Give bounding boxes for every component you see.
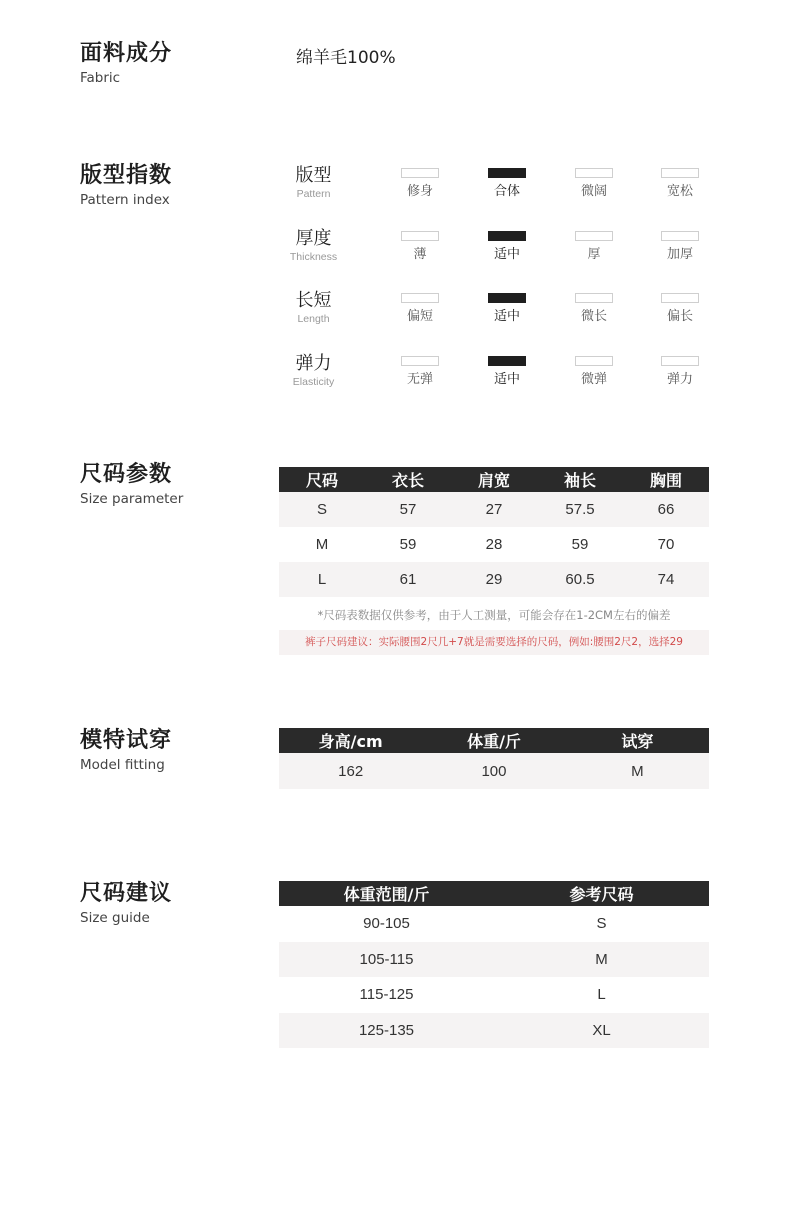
pattern-option [477,231,537,263]
pattern-option [390,231,450,263]
option-label: 厚 [587,247,601,262]
table-row [279,562,709,597]
option-label: 微弹 [580,372,607,387]
table-cell: 100 [422,753,565,789]
pattern-row-title: 长短 [295,290,332,311]
pattern-option [564,356,624,388]
table-cell: M [566,753,709,789]
option-label: 适中 [493,309,520,324]
option-label: 加厚 [666,247,693,262]
pattern-option [390,293,450,325]
table-row [279,977,709,1013]
table-cell: 70 [657,536,675,553]
pants-size-note: 裤子尺码建议：实际腰围2尺几+7就是需要选择的尺码，例如:腰围2尺2，选择29 [279,630,709,655]
fabric-subtitle: Fabric [80,70,121,86]
pattern-option [390,356,450,388]
option-label: 合体 [493,184,520,199]
pattern-option [477,356,537,388]
pattern-option [390,168,450,200]
pattern-option [564,168,624,200]
table-cell: 125-135 [279,1013,494,1049]
pattern-option [564,231,624,263]
table-header-row [279,728,709,753]
pattern-row-label [286,290,341,326]
option-indicator [661,293,699,303]
pattern-row [286,165,726,215]
table-cell: 105-115 [279,942,494,978]
pattern-row [286,353,726,403]
option-indicator [661,168,699,178]
column-header: 身高/cm [279,728,422,753]
pattern-option [477,168,537,200]
table-row [279,527,709,562]
pattern-index-title: 版型指数 [80,163,173,188]
option-indicator [401,231,439,241]
model-fitting-subtitle: Model fitting [80,757,165,773]
pattern-option [650,168,710,200]
size-guide-subtitle: Size guide [80,910,150,926]
size-guide-table [279,881,709,1048]
table-row [279,942,709,978]
table-row [279,906,709,942]
option-indicator [661,231,699,241]
option-indicator [401,168,439,178]
table-header-row [279,467,709,492]
pattern-option [650,356,710,388]
table-cell: L [597,986,606,1004]
pattern-row [286,228,726,278]
pattern-row-label [286,228,341,264]
option-label: 适中 [493,372,520,387]
column-header: 参考尺码 [494,881,709,906]
column-header: 体重/斤 [422,728,565,753]
option-label: 偏长 [666,309,693,324]
table-cell: 61 [365,562,451,597]
table-row [279,753,709,789]
pattern-row-title: 弹力 [295,353,332,374]
size-parameter-table [279,467,709,597]
pattern-index-heading [80,163,172,209]
option-label: 宽松 [666,184,693,199]
pattern-row-subtitle: Length [297,313,330,325]
table-header-row [279,881,709,906]
option-indicator [401,356,439,366]
pattern-row-label [286,165,341,201]
column-header: 体重范围/斤 [279,881,494,906]
model-fitting-heading [80,728,172,774]
column-header: 肩宽 [451,467,537,492]
table-cell: 162 [279,753,422,789]
fabric-heading [80,41,172,87]
option-indicator [575,293,613,303]
pattern-option [477,293,537,325]
pattern-index-subtitle: Pattern index [80,192,170,208]
selected-indicator [488,168,526,178]
table-cell: L [279,562,365,597]
table-cell: 90-105 [363,915,410,933]
table-row [279,492,709,527]
selected-indicator [488,293,526,303]
option-indicator [575,168,613,178]
table-cell: XL [494,1013,709,1049]
option-label: 修身 [406,184,433,199]
table-cell: M [315,536,329,553]
pattern-row-subtitle: Pattern [296,188,331,200]
size-guide-heading [80,881,172,927]
pattern-row-subtitle: Elasticity [292,376,335,388]
table-cell: 27 [451,492,537,527]
option-indicator [401,293,439,303]
table-cell: 66 [623,492,709,527]
option-label: 薄 [413,247,427,262]
pattern-row [286,290,726,340]
pattern-row-label [286,353,341,389]
selected-indicator [488,231,526,241]
table-cell: 59 [399,536,417,553]
model-fitting-table [279,728,709,789]
size-parameter-heading [80,462,183,508]
table-cell: 60.5 [537,562,623,597]
option-label: 微阔 [580,184,607,199]
table-cell: 59 [571,536,589,553]
table-row [279,1013,709,1049]
option-indicator [661,356,699,366]
fabric-title: 面料成分 [80,41,173,66]
column-header: 袖长 [537,467,623,492]
option-label: 微长 [580,309,607,324]
pattern-row-title: 版型 [295,165,332,186]
option-label: 适中 [493,247,520,262]
table-cell: 57.5 [537,492,623,527]
table-cell: 74 [623,562,709,597]
option-indicator [575,356,613,366]
pattern-option [650,293,710,325]
column-header: 尺码 [279,467,365,492]
model-fitting-title: 模特试穿 [80,728,173,753]
size-parameter-title: 尺码参数 [80,462,173,487]
table-cell: S [279,492,365,527]
table-cell: 29 [451,562,537,597]
size-note: *尺码表数据仅供参考，由于人工测量，可能会存在1-2CM左右的偏差 [317,608,671,622]
pattern-option [564,293,624,325]
option-label: 偏短 [406,309,433,324]
option-indicator [575,231,613,241]
option-label: 弹力 [666,372,693,387]
column-header: 试穿 [566,728,709,753]
table-cell: 115-125 [359,986,414,1004]
table-cell: M [494,942,709,978]
size-parameter-subtitle: Size parameter [80,491,184,507]
pattern-row-title: 厚度 [295,228,332,249]
column-header: 胸围 [623,467,709,492]
fabric-value: 绵羊毛100% [296,48,396,68]
pattern-option [650,231,710,263]
size-guide-title: 尺码建议 [80,881,173,906]
table-cell: S [596,915,607,933]
option-label: 无弹 [406,372,433,387]
selected-indicator [488,356,526,366]
table-cell: 57 [365,492,451,527]
table-cell: 28 [485,536,503,553]
column-header: 衣长 [365,467,451,492]
pattern-row-subtitle: Thickness [289,251,338,263]
